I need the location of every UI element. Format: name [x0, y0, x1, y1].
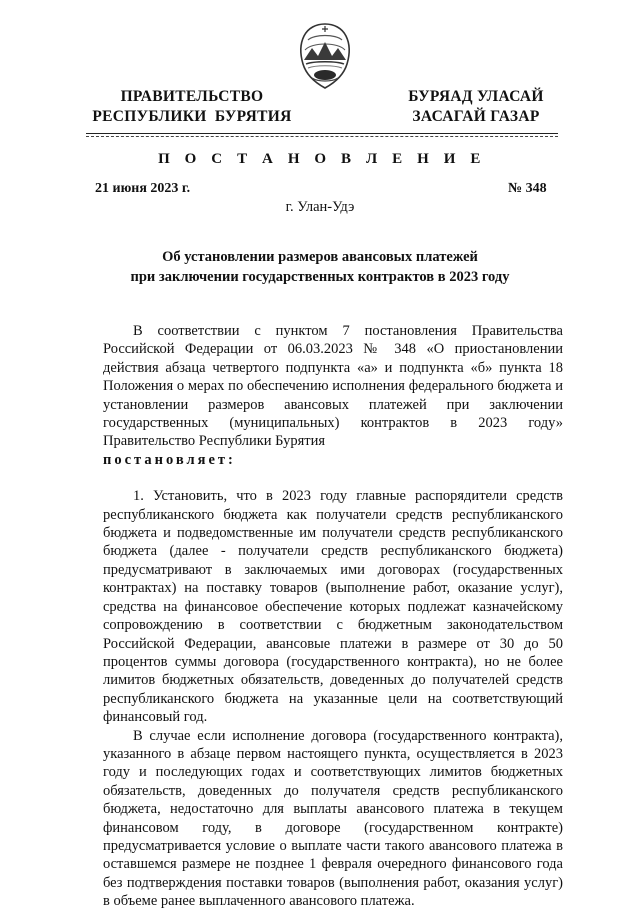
- title-line2: при заключении государственных контрактов в 2023 году: [130, 269, 510, 285]
- header-right-line2: ЗАСАГАЙ ГАЗАР: [412, 108, 540, 125]
- document-title: [100, 247, 540, 287]
- title-line1: Об установлении размеров авансовых платежей: [162, 249, 478, 265]
- government-name-buryat: [396, 87, 556, 127]
- preamble-paragraph: В соответствии с пунктом 7 постановления Правительства Российской Федерации от 06.03.2023 № 348 «О приостановлении действия абзаца четвертого подпункта «а» и подпункта «б» пункта 18 Положения о мерах по обеспечению исполнения федерального бюджета и установлении размеров авансовых платежей при заключении государственных (муниципальных) контрактов в 2023 году» Правительство Республики Бурятия: [103, 323, 563, 450]
- document-date: 21 июня 2023 г.: [95, 181, 191, 196]
- header-right-line1: БУРЯАД УЛАСАЙ: [408, 88, 544, 105]
- header-divider: [86, 133, 558, 134]
- resolves-word: постановляет:: [103, 451, 236, 468]
- header-left-line1: ПРАВИТЕЛЬСТВО: [120, 88, 264, 105]
- government-name-russian: [92, 87, 292, 127]
- document-type: П О С Т А Н О В Л Е Н И Е: [158, 151, 486, 167]
- document-number: № 348: [508, 181, 547, 196]
- header-left-line2: РЕСПУБЛИКИ БУРЯТИЯ: [92, 108, 292, 125]
- paragraph-1: 1. Установить, что в 2023 году главные распорядители средств республиканского бюджета как получатели средств республиканского бюджета и подведомственные им получатели средств республиканского бюджета (далее - получатели средств республиканского бюджета) предусматривают в заключаемых ими договорах (государственных контрактах) на поставку товаров (выполнение работ, оказание услуг), средства на финансовое обеспечение которых подлежат казначейскому сопровождению в соответствии с бюджетным законодательством Российской Федерации, авансовые платежи в размере от 30 до 50 процентов суммы договора (государственного контракта), но не более лимитов бюджетных обязательств, доведенных до получателей средств республиканского бюджета на указанные цели на соответствующий финансовый год.: [103, 488, 563, 726]
- paragraph-2: В случае если исполнение договора (государственного контракта), указанного в абзаце первом настоящего пункта, осуществляется в 2023 году и последующих годах и соответствующих лимитов бюджетных обязательств, доведенных до получателя средств республиканского бюджета, недостаточно для выплаты авансового платежа в текущем финансовом году, в договоре (государственном контракте) предусматривается условие о выплате части такого авансового платежа в оставшемся размере не позднее 1 февраля очередного финансового года без подтверждения поставки товаров (выполнения работ, оказания услуг) в объеме ранее выплаченного авансового платежа.: [103, 727, 563, 910]
- header-divider-dashed: [86, 136, 558, 137]
- document-city: г. Улан-Удэ: [285, 199, 355, 215]
- coat-of-arms-emblem: [294, 20, 356, 92]
- document-body: [103, 322, 563, 911]
